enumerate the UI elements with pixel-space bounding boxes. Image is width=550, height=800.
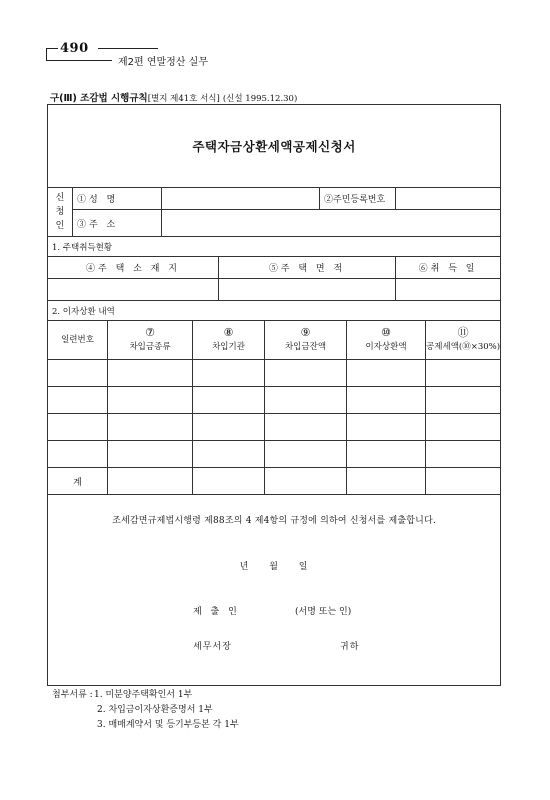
form-title: 주택자금상환세액공제신청서 (48, 105, 501, 188)
section-interest-title: 2. 이자상환 내역 (48, 301, 501, 321)
lender-cell[interactable] (193, 414, 265, 441)
lender-total[interactable] (193, 468, 265, 495)
declaration-section (48, 495, 501, 686)
serial-cell[interactable] (48, 414, 108, 441)
name-field[interactable] (162, 188, 320, 210)
date-month: 월 (269, 562, 279, 572)
section-housing-title: 1. 주택취득현황 (48, 237, 501, 257)
applicant-label: 신 청 인 (48, 188, 73, 237)
serial-cell[interactable] (48, 387, 108, 414)
credit-cell[interactable] (426, 414, 501, 441)
interest-cell[interactable] (347, 441, 426, 468)
balance-cell[interactable] (265, 414, 347, 441)
interest-cell[interactable] (347, 360, 426, 387)
form-reference: 구(Ⅲ) 조감법 시행규칙 (50, 93, 148, 104)
credit-cell[interactable] (426, 387, 501, 414)
date-day: 일 (298, 562, 309, 572)
addressee-label: 귀하 (340, 642, 360, 652)
attachments-label: 첨부서류 : (52, 690, 93, 700)
credit-cell[interactable] (426, 441, 501, 468)
form-caption (50, 90, 297, 104)
col-acquisition-date: ⑥취 득 일 (396, 257, 501, 279)
rrn-label: ②주민등록번호 (320, 188, 396, 210)
application-form (47, 104, 501, 686)
table-row (48, 414, 501, 441)
header-rule (46, 48, 47, 60)
lender-cell[interactable] (193, 441, 265, 468)
address-field[interactable] (162, 210, 501, 237)
loan-type-cell[interactable] (108, 387, 193, 414)
interest-cell[interactable] (347, 414, 426, 441)
lender-cell[interactable] (193, 360, 265, 387)
balance-cell[interactable] (265, 360, 347, 387)
address-label: ③주 소 (73, 210, 162, 237)
chapter-title: 제2편 연말정산 실무 (118, 57, 208, 68)
total-row (48, 468, 501, 495)
list-item: 첨부서류 :1. 미분양주택확인서 1부 (52, 688, 239, 703)
col-lender: ⑧ 차입기관 (193, 321, 265, 360)
list-item: 3. 매매계약서 및 등기부등본 각 1부 (97, 720, 239, 730)
page-number: 490 (60, 41, 89, 56)
submission-date (48, 559, 500, 572)
col-loan-balance: ⑨ 차입금잔액 (265, 321, 347, 360)
table-row (48, 387, 501, 414)
serial-cell[interactable] (48, 360, 108, 387)
page-header (46, 38, 346, 68)
name-label: ①성 명 (73, 188, 162, 210)
tax-office-label: 세무서장 (193, 642, 232, 652)
loan-type-cell[interactable] (108, 441, 193, 468)
table-row (48, 441, 501, 468)
interest-total[interactable] (347, 468, 426, 495)
form-info: [별지 제41호 서식] (147, 94, 220, 104)
form-established: (신설 1995.12.30) (222, 94, 298, 104)
col-interest-repaid: ⑩ 이자상환액 (347, 321, 426, 360)
header-rule (98, 48, 158, 49)
col-house-location: ④주 택 소 재 지 (48, 257, 219, 279)
col-tax-credit: ⑪ 공제세액(⑩×30%) (426, 321, 501, 360)
list-item: 2. 차입금이자상환증명서 1부 (97, 705, 213, 715)
house-area-field[interactable] (219, 279, 396, 301)
col-house-area: ⑤주 택 면 적 (219, 257, 396, 279)
header-rule (46, 48, 58, 49)
balance-total[interactable] (265, 468, 347, 495)
total-label: 계 (48, 468, 108, 495)
rrn-field[interactable] (396, 188, 501, 210)
lender-cell[interactable] (193, 387, 265, 414)
date-year: 년 (239, 562, 250, 572)
balance-cell[interactable] (265, 387, 347, 414)
loan-type-total[interactable] (108, 468, 193, 495)
col-loan-type: ⑦ 차입금종류 (108, 321, 193, 360)
loan-type-cell[interactable] (108, 360, 193, 387)
table-row (48, 360, 501, 387)
attachments (52, 688, 239, 733)
balance-cell[interactable] (265, 441, 347, 468)
signature-note: (서명 또는 인) (295, 607, 352, 617)
loan-type-cell[interactable] (108, 414, 193, 441)
declaration-text: 조세감면규제법시행령 제88조의 4 제4항의 규정에 의하여 신청서를 제출합니다. (112, 516, 437, 526)
interest-cell[interactable] (347, 387, 426, 414)
credit-cell[interactable] (426, 360, 501, 387)
house-location-field[interactable] (48, 279, 219, 301)
col-serial-number: 일련번호 (48, 321, 108, 360)
serial-cell[interactable] (48, 441, 108, 468)
acquisition-date-field[interactable] (396, 279, 501, 301)
header-rule (46, 60, 112, 61)
submitter-label: 제 출 인 (193, 607, 240, 617)
credit-total[interactable] (426, 468, 501, 495)
